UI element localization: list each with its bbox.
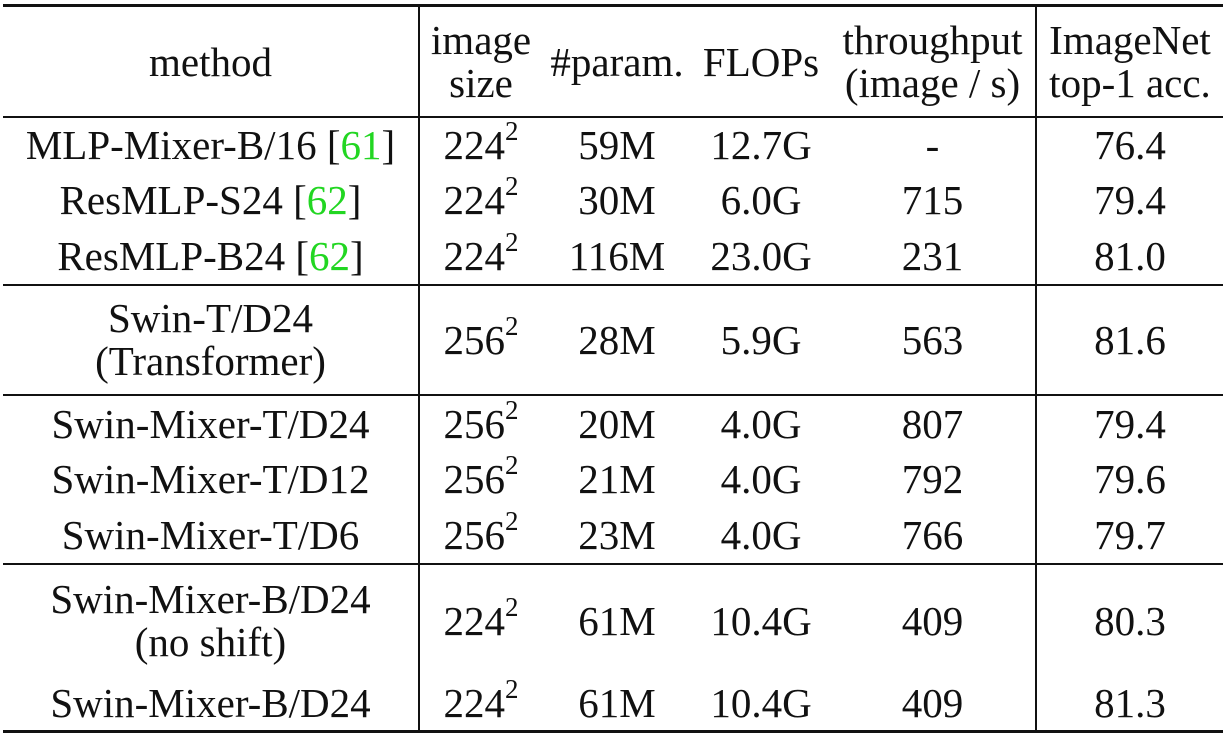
cell-params: 28M [578, 317, 656, 363]
cell-acc: 81.3 [1094, 680, 1166, 726]
cell-flops: 6.0G [720, 177, 802, 223]
cell-size: 256 $^2$ [443, 450, 519, 502]
cell-throughput: 409 [901, 680, 964, 726]
cell-flops: 12.7G [710, 122, 812, 168]
cell-method: Swin-Mixer-T/D24 [51, 400, 370, 447]
results-table [3, 0, 1223, 737]
cell-method: Swin-Mixer-T/D6 [61, 512, 360, 558]
header-throughput: throughput (image / s) [842, 16, 1023, 106]
cell-params: 116M [568, 233, 666, 279]
cell-acc: 81.0 [1094, 233, 1166, 279]
citation-link[interactable]: 62 [309, 233, 351, 279]
cell-size: 224 $^2$ [443, 116, 519, 168]
header-flops: FLOPs [702, 38, 820, 85]
cell-size: 224 $^2$ [443, 171, 519, 223]
cell-flops: 10.4G [710, 597, 812, 644]
cell-throughput: 563 [901, 317, 964, 363]
cell-method: Swin-Mixer-T/D12 [51, 456, 370, 502]
cell-flops: 10.4G [710, 680, 812, 726]
cell-flops: 4.0G [720, 512, 802, 558]
cell-throughput: 792 [901, 456, 964, 502]
cell-flops: 5.9G [720, 317, 802, 363]
cell-throughput: - [925, 122, 940, 168]
cell-params: 61M [578, 680, 656, 726]
cell-flops: 23.0G [710, 233, 812, 279]
cell-throughput: 409 [901, 597, 964, 644]
cell-method: ResMLP-S24 [ 62 ] [59, 177, 362, 223]
cell-size: 256 $^2$ [443, 394, 519, 447]
cell-params: 23M [578, 512, 656, 558]
cell-throughput: 766 [901, 512, 964, 558]
cell-throughput: 807 [901, 400, 964, 447]
cell-acc: 79.4 [1094, 177, 1166, 223]
cell-params: 59M [578, 122, 656, 168]
cell-method: Swin-T/D24 (Transformer) [95, 295, 326, 384]
cell-acc: 79.7 [1094, 512, 1166, 558]
header-method: method [149, 38, 272, 85]
cell-size: 224 $^2$ [443, 674, 519, 726]
cell-size: 256 $^2$ [443, 506, 519, 558]
cell-size: 224 $^2$ [443, 227, 519, 279]
citation-link[interactable]: 62 [306, 177, 348, 223]
cell-params: 61M [578, 597, 656, 644]
cell-method: ResMLP-B24 [ 62 ] [57, 233, 364, 279]
cell-params: 30M [578, 177, 656, 223]
cell-method: Swin-Mixer-B/D24 [50, 680, 371, 726]
cell-flops: 4.0G [720, 456, 802, 502]
cell-acc: 81.6 [1094, 317, 1166, 363]
header-params: #param. [550, 38, 684, 85]
cell-params: 21M [578, 456, 656, 502]
cell-flops: 4.0G [720, 400, 802, 447]
cell-acc: 79.6 [1094, 456, 1166, 502]
cell-size: 224 $^2$ [443, 591, 519, 644]
cell-size: 256 $^2$ [443, 311, 519, 363]
cell-params: 20M [578, 400, 656, 447]
citation-link[interactable]: 61 [340, 122, 382, 168]
cell-method: MLP-Mixer-B/16 [ 61 ] [25, 122, 396, 168]
cell-method: Swin-Mixer-B/D24 (no shift) [50, 575, 371, 665]
header-image-size: image size [430, 16, 532, 106]
cell-acc: 80.3 [1094, 597, 1166, 644]
cell-acc: 79.4 [1094, 400, 1166, 447]
cell-throughput: 715 [901, 177, 964, 223]
cell-acc: 76.4 [1094, 122, 1166, 168]
bottom-rule [3, 730, 1223, 733]
header-accuracy: ImageNet top-1 acc. [1049, 16, 1211, 106]
cell-throughput: 231 [901, 233, 964, 279]
